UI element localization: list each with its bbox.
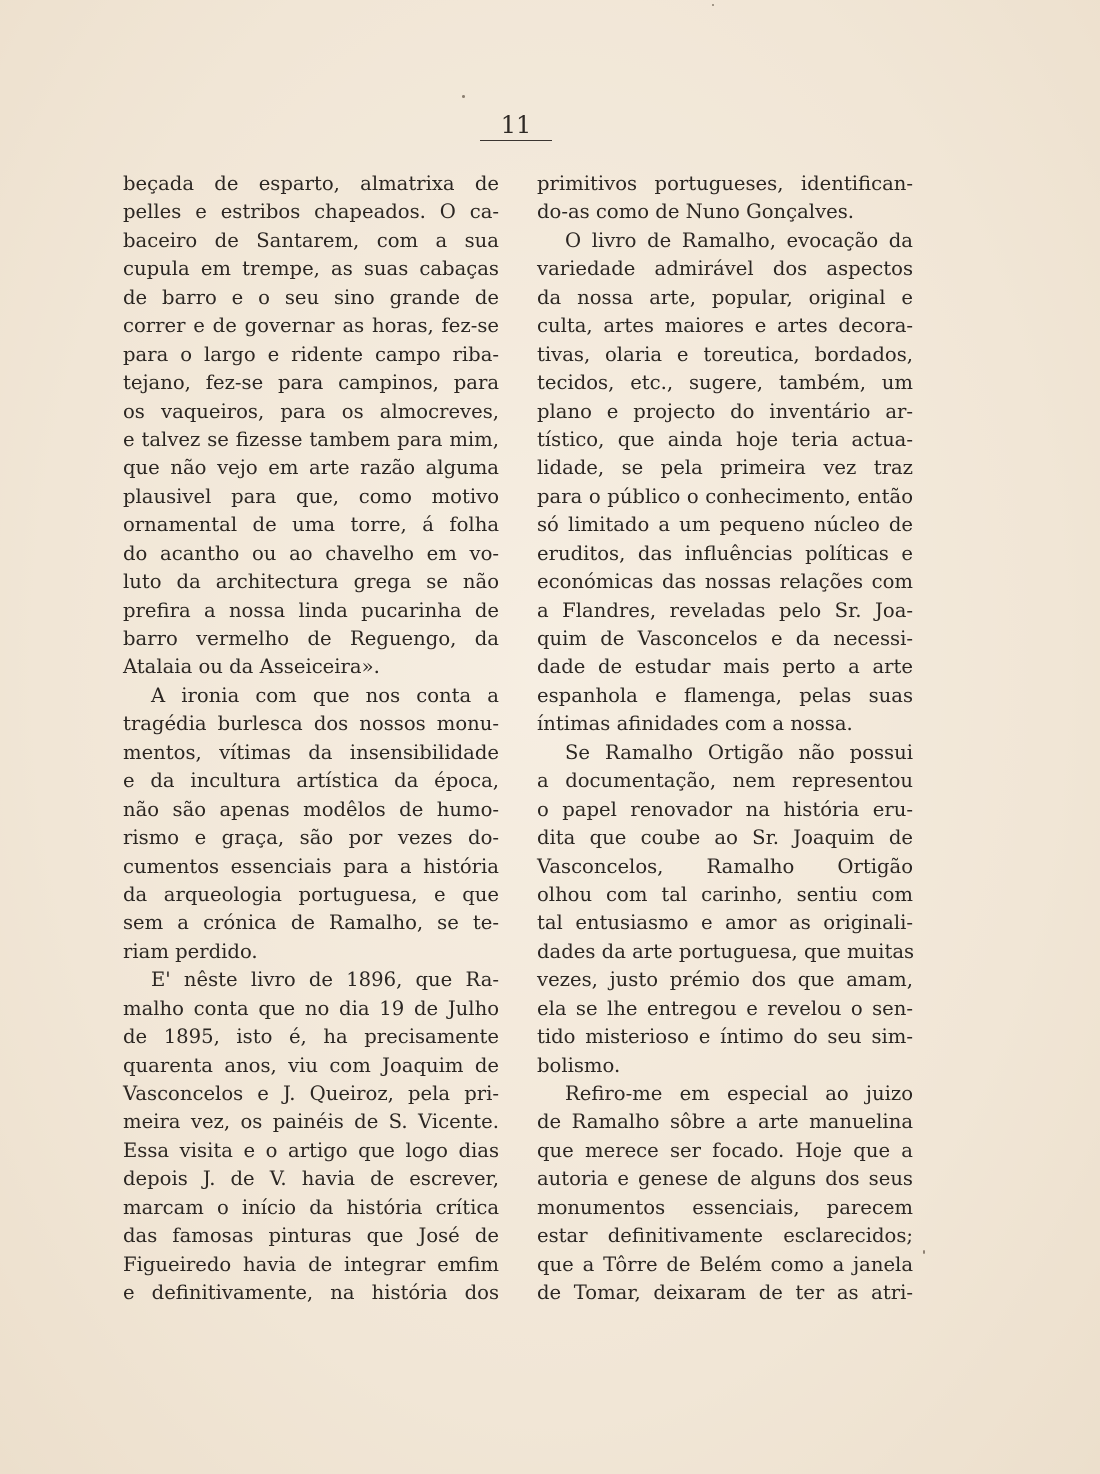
text-line: autoria e genese de alguns dos seus xyxy=(537,1167,913,1191)
text-line: e definitivamente, na história dos xyxy=(123,1281,499,1305)
text-line: de Tomar, deixaram de ter as atri- xyxy=(537,1281,913,1305)
text-line: correr e de governar as horas, fez-se xyxy=(123,314,499,338)
text-line: da arqueologia portuguesa, e que xyxy=(123,882,499,906)
text-line: espanhola e flamenga, pelas suas xyxy=(537,683,913,707)
left-column xyxy=(123,170,499,1308)
text-line: mentos, vítimas da insensibilidade xyxy=(123,740,499,764)
text-line: vezes, justo prémio dos que amam, xyxy=(537,968,913,992)
text-line: que não vejo em arte razão alguma xyxy=(123,456,499,480)
text-line: não são apenas modêlos de humo- xyxy=(123,797,499,821)
text-line: marcam o início da história crítica xyxy=(123,1195,499,1219)
text-line: tivas, olaria e toreutica, bordados, xyxy=(537,342,913,366)
text-line: barro vermelho de Reguengo, da xyxy=(123,627,499,650)
text-line: culta, artes maiores e artes decora- xyxy=(537,314,913,338)
text-line: Refiro-me em especial ao juizo xyxy=(565,1082,913,1105)
text-line: eruditos, das influências políticas e xyxy=(537,541,913,565)
paper-speck xyxy=(712,4,714,6)
text-line: de Ramalho sôbre a arte manuelina xyxy=(537,1110,913,1134)
text-line: quarenta anos, viu com Joaquim de xyxy=(123,1053,499,1077)
text-line: estar definitivamente esclarecidos; xyxy=(537,1224,913,1248)
paper-speck xyxy=(462,95,465,98)
text-line: A ironia com que nos conta a xyxy=(151,683,499,707)
text-line: Vasconcelos, Ramalho Ortigão xyxy=(537,854,913,878)
text-line: riam perdido. xyxy=(123,939,258,963)
text-line: cumentos essenciais para a história xyxy=(123,854,499,878)
text-line: depois J. de V. havia de escrever, xyxy=(123,1167,499,1191)
text-line: dade de estudar mais perto a arte xyxy=(537,655,913,679)
text-line: tecidos, etc., sugere, também, um xyxy=(537,371,913,395)
text-line: tístico, que ainda hoje teria actua- xyxy=(537,427,913,451)
text-line: Vasconcelos e J. Queiroz, pela pri- xyxy=(123,1082,499,1105)
text-line: e talvez se fizesse tambem para mim, xyxy=(123,427,499,451)
text-line: prefira a nossa linda pucarinha de xyxy=(123,598,499,622)
text-line: de 1895, isto é, ha precisamente xyxy=(123,1025,499,1049)
text-line: ornamental de uma torre, á folha xyxy=(123,513,499,537)
text-line: do-as como de Nuno Gonçalves. xyxy=(537,200,855,224)
text-line: variedade admirável dos aspectos xyxy=(537,257,913,281)
text-line: Essa visita e o artigo que logo dias xyxy=(123,1138,499,1162)
text-line: e da incultura artística da época, xyxy=(123,769,499,793)
text-line: tejano, fez-se para campinos, para xyxy=(123,371,499,395)
text-line: luto da architectura grega se não xyxy=(123,570,499,594)
text-line: Figueiredo havia de integrar emfim xyxy=(123,1252,499,1276)
text-line: monumentos essenciais, parecem xyxy=(537,1195,913,1219)
text-line: para o público o conhecimento, então xyxy=(537,484,913,508)
text-line: das famosas pinturas que José de xyxy=(123,1224,499,1248)
text-line: Atalaia ou da Asseiceira». xyxy=(123,655,380,679)
text-line: baceiro de Santarem, com a sua xyxy=(123,228,499,252)
text-line: O livro de Ramalho, evocação da xyxy=(565,228,913,252)
text-line: lidade, se pela primeira vez traz xyxy=(537,456,913,480)
text-line: primitivos portugueses, identifican- xyxy=(537,172,913,195)
text-line: tido misterioso e íntimo do seu sim- xyxy=(537,1025,913,1049)
text-line: dita que coube ao Sr. Joaquim de xyxy=(537,826,913,850)
text-line: Se Ramalho Ortigão não possui xyxy=(565,740,913,764)
text-line: os vaqueiros, para os almocreves, xyxy=(123,399,499,423)
paper-speck xyxy=(923,1250,925,1254)
text-line: a Flandres, reveladas pelo Sr. Joa- xyxy=(537,598,913,622)
text-line: que merece ser focado. Hoje que a xyxy=(537,1138,913,1162)
text-line: íntimas afinidades com a nossa. xyxy=(537,712,853,736)
text-line: do acantho ou ao chavelho em vo- xyxy=(123,541,499,565)
text-line: de barro e o seu sino grande de xyxy=(123,285,499,309)
text-line: beçada de esparto, almatrixa de xyxy=(123,172,499,195)
text-line: dades da arte portuguesa, que muitas xyxy=(537,939,915,963)
text-line: bolismo. xyxy=(537,1053,621,1077)
right-column xyxy=(537,170,913,1308)
text-line: que a Tôrre de Belém como a janela xyxy=(537,1252,913,1276)
text-line: E' nêste livro de 1896, que Ra- xyxy=(151,968,499,992)
text-line: ela se lhe entregou e revelou o sen- xyxy=(537,996,913,1020)
text-line: da nossa arte, popular, original e xyxy=(537,285,913,309)
text-line: para o largo e ridente campo riba- xyxy=(123,342,499,366)
text-line: pelles e estribos chapeados. O ca- xyxy=(123,200,499,224)
page-number-rule xyxy=(480,140,552,141)
text-line: malho conta que no dia 19 de Julho xyxy=(123,996,499,1020)
text-line: tal entusiasmo e amor as originali- xyxy=(537,911,913,935)
text-line: só limitado a um pequeno núcleo de xyxy=(537,513,913,537)
text-line: tragédia burlesca dos nossos monu- xyxy=(123,712,499,736)
text-line: rismo e graça, são por vezes do- xyxy=(123,826,499,850)
page-number: 11 xyxy=(500,111,532,139)
text-line: quim de Vasconcelos e da necessi- xyxy=(537,627,913,650)
text-line: plano e projecto do inventário ar- xyxy=(537,399,913,423)
text-line: sem a crónica de Ramalho, se te- xyxy=(123,911,499,935)
text-line: plausivel para que, como motivo xyxy=(123,484,499,508)
text-line: cupula em trempe, as suas cabaças xyxy=(123,257,499,281)
text-line: meira vez, os painéis de S. Vicente. xyxy=(123,1110,499,1134)
text-line: económicas das nossas relações com xyxy=(537,570,913,594)
text-line: o papel renovador na história eru- xyxy=(537,797,913,821)
text-line: a documentação, nem representou xyxy=(537,769,913,793)
text-line: olhou com tal carinho, sentiu com xyxy=(537,882,913,906)
